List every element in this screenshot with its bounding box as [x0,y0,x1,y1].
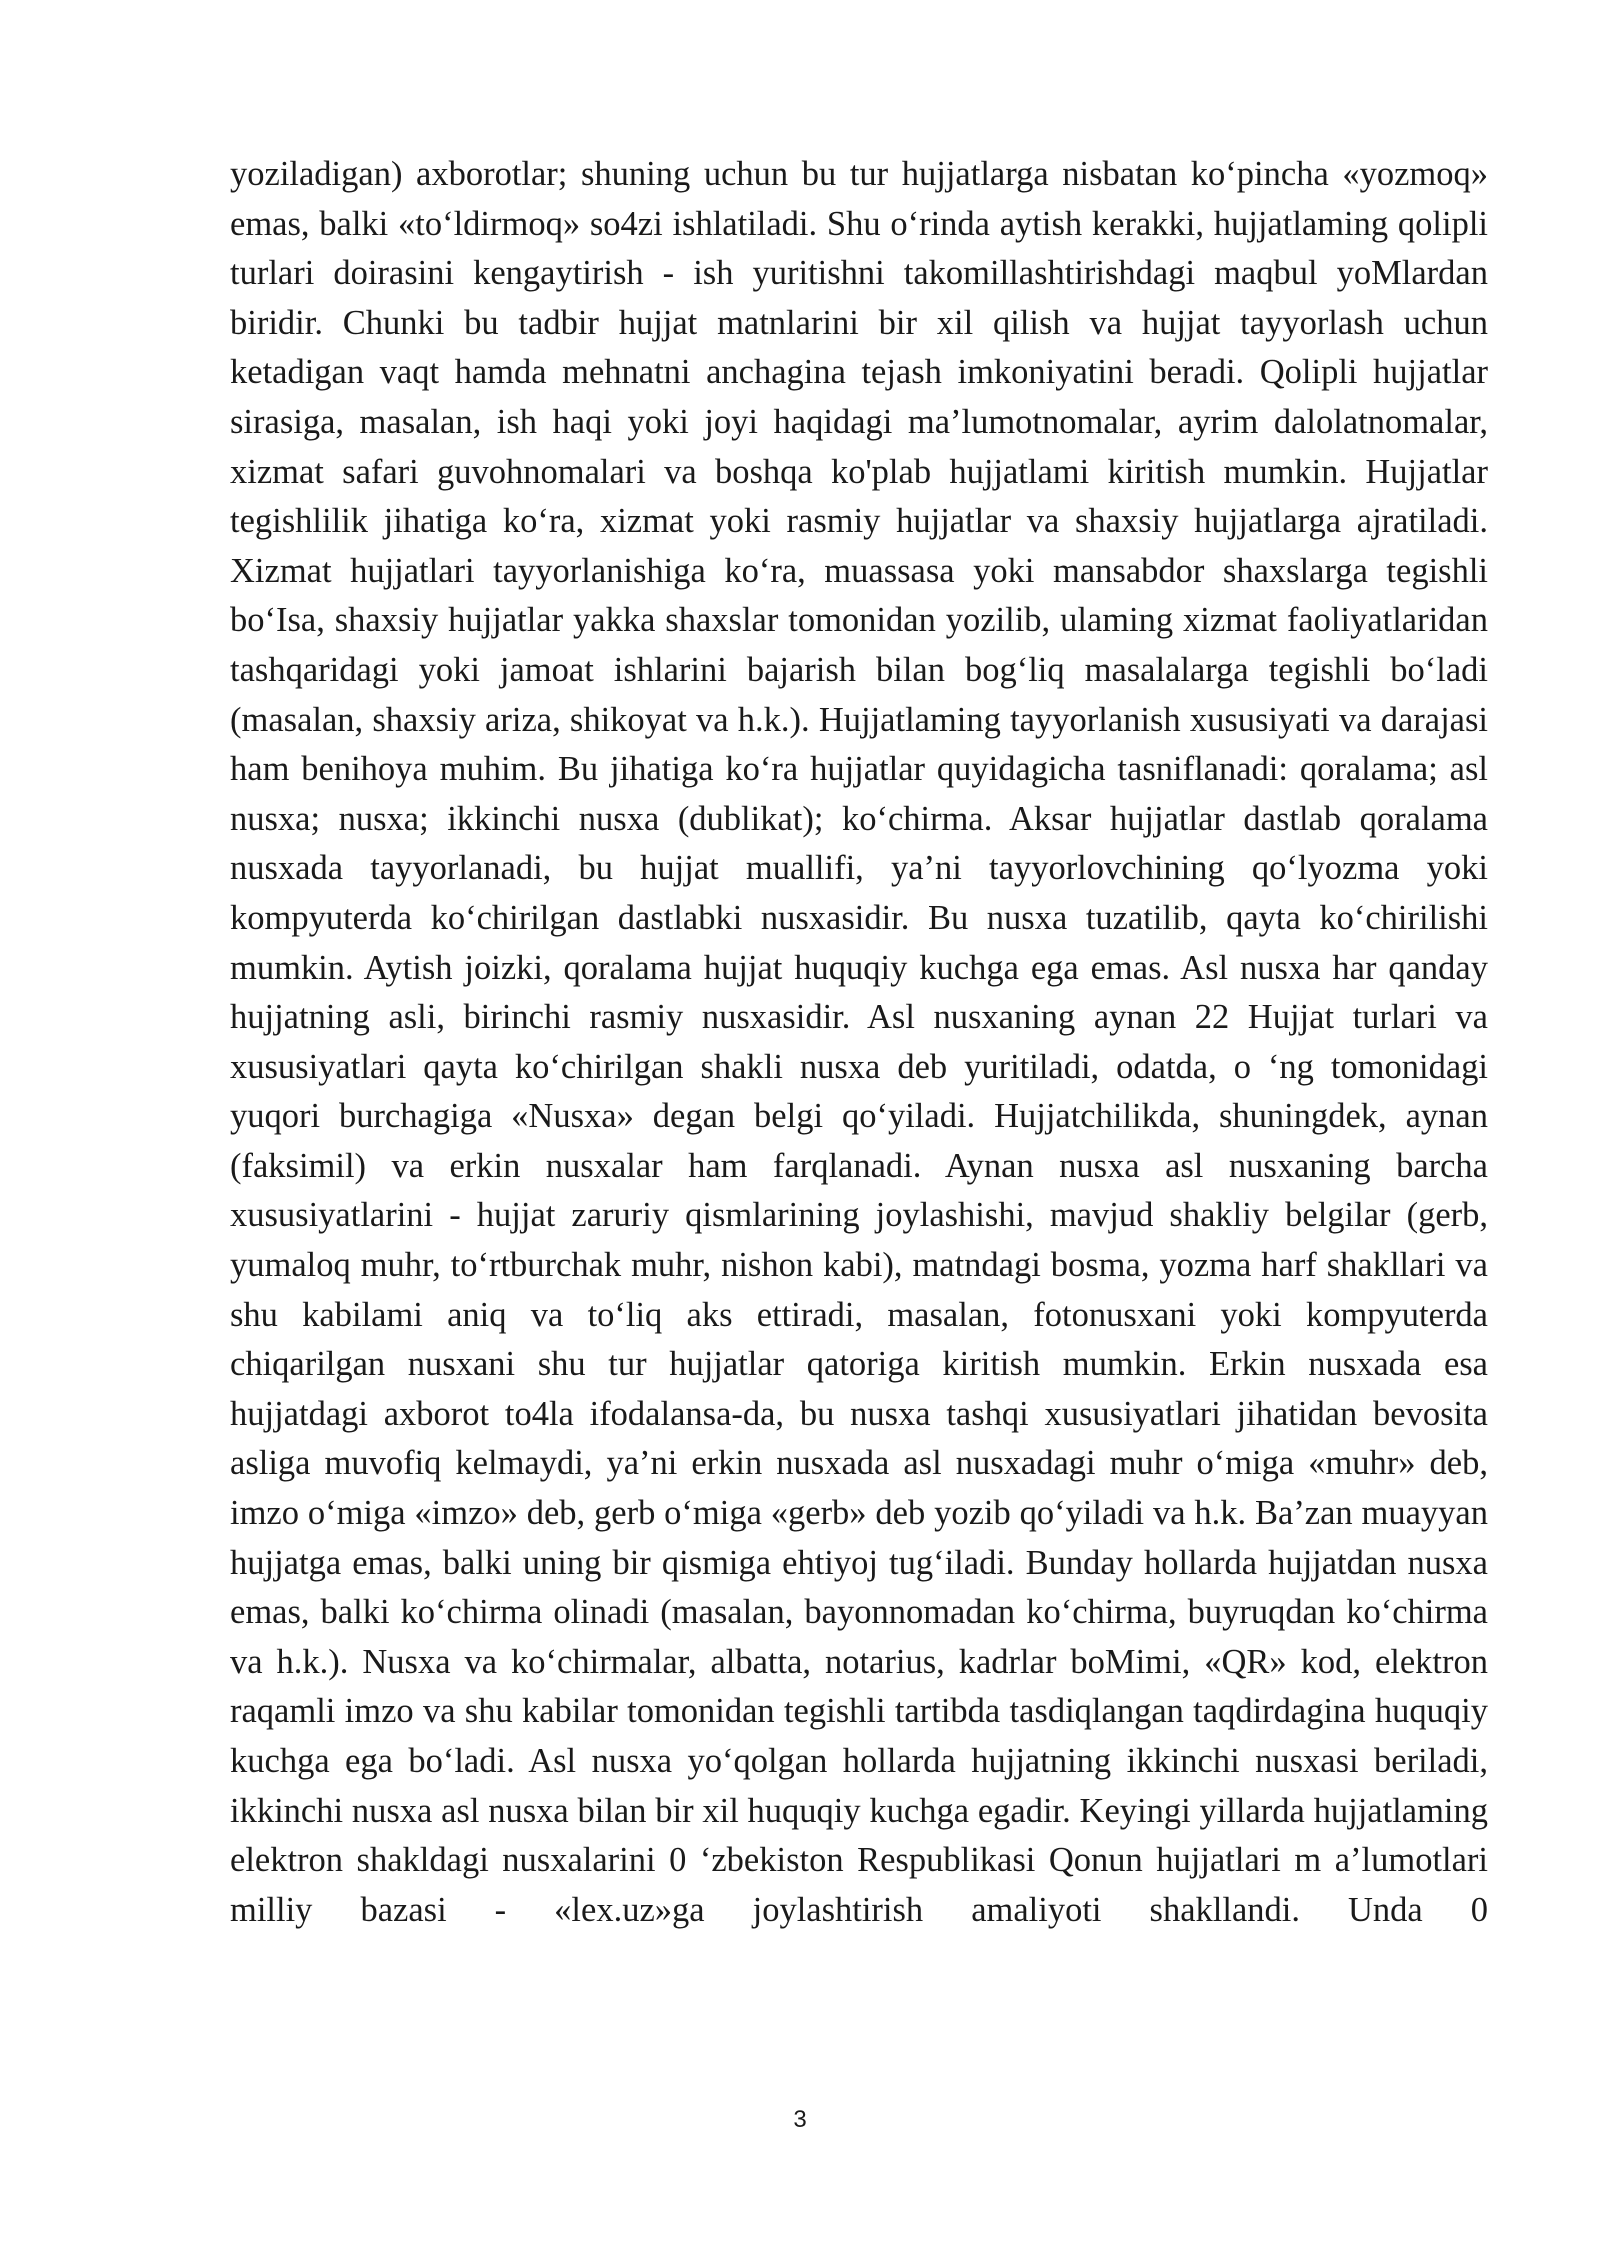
page-number: 3 [793,2106,807,2133]
body-paragraph: yoziladigan) axborotlar; shuning uchun bu tur hujjatlarga nisbatan ko‘pincha «yozmoq» emas, balki «to‘ldirmoq» so4zi ishlatiladi. Shu o‘rinda aytish kerakki, hujjatlaming qolipli turlari doirasini kengaytirish - ish yuritishni takomillashtirishdagi maqbul yoMlardan biridir. Chunki bu tadbir hujjat matnlarini bir xil qilish va hujjat tayyorlash uchun ketadigan vaqt hamda mehnatni anchagina tejash imkoniyatini beradi. Qolipli hujjatlar sirasiga, masalan, ish haqi yoki joyi haqidagi ma’lumotnomalar, ayrim dalolatnomalar, xizmat safari guvohnomalari va boshqa ko'plab hujjatlami kiritish mumkin. Hujjatlar tegishlilik jihatiga ko‘ra, xizmat yoki rasmiy hujjatlar va shaxsiy hujjatlarga ajratiladi. Xizmat hujjatlari tayyorlanishiga ko‘ra, muassasa yoki mansabdor shaxslarga tegishli bo‘Isa, shaxsiy hujjatlar yakka shaxslar tomonidan yozilib, ulaming xizmat faoliyatlaridan tashqaridagi yoki jamoat ishlarini bajarish bilan bog‘liq masalalarga tegishli bo‘ladi (masalan, shaxsiy ariza, shikoyat va h.k.). Hujjatlaming tayyorlanish xususiyati va darajasi ham benihoya muhim. Bu jihatiga ko‘ra hujjatlar quyidagicha tasniflanadi: qoralama; asl nusxa; nusxa; ikkinchi nusxa (dublikat); ko‘chirma. Aksar hujjatlar dastlab qoralama nusxada tayyorlanadi, bu hujjat muallifi, ya’ni tayyorlovchining qo‘lyozma yoki kompyuterda ko‘chirilgan dastlabki nusxasidir. Bu nusxa tuzatilib, qayta ko‘chirilishi mumkin. Aytish joizki, qoralama hujjat huquqiy kuchga ega emas. Asl nusxa har qanday hujjatning asli, birinchi rasmiy nusxasidir. Asl nusxaning aynan 22 Hujjat turlari va xususiyatlari qayta ko‘chirilgan shakli nusxa deb yuritiladi, odatda, o ‘ng tomonidagi yuqori burchagiga «Nusxa» degan belgi qo‘yiladi. Hujjatchilikda, shuningdek, aynan (faksimil) va erkin nusxalar ham farqlanadi. Aynan nusxa asl nusxaning barcha xususiyatlarini - hujjat zaruriy qismlarining joylashishi, mavjud shakliy belgilar (gerb, yumaloq muhr, to‘rtburchak muhr, nishon kabi), matndagi bosma, yozma harf shakllari va shu kabilami aniq va to‘liq aks ettiradi, masalan, fotonusxani yoki kompyuterda chiqarilgan nusxani shu tur hujjatlar qatoriga kiritish mumkin. Erkin nusxada esa hujjatdagi axborot to4la ifodalansa-da, bu nusxa tashqi xususiyatlari jihatidan bevosita asliga muvofiq kelmaydi, ya’ni erkin nusxada asl nusxadagi muhr o‘miga «muhr» deb, imzo o‘miga «imzo» deb, gerb o‘miga «gerb» deb yozib qo‘yiladi va h.k. Ba’zan muayyan hujjatga emas, balki uning bir qismiga ehtiyoj tug‘iladi. Bunday hollarda hujjatdan nusxa emas, balki ko‘chirma olinadi (masalan, bayonnomadan ko‘chirma, buyruqdan ko‘chirma va h.k.). Nusxa va ko‘chirmalar, albatta, notarius, kadrlar boMimi, «QR» kod, elektron raqamli imzo va shu kabilar tomonidan tegishli tartibda tasdiqlangan taqdirdagina huquqiy kuchga ega bo‘ladi. Asl nusxa yo‘qolgan hollarda hujjatning ikkinchi nusxasi beriladi, ikkinchi nusxa asl nusxa bilan bir xil huquqiy kuchga egadir. Keyingi yillarda hujjatlaming elektron shakldagi nusxalarini 0 ‘zbekiston Respublikasi Qonun hujjatlari m a’lumotlari milliy bazasi - «lex.uz»ga joylashtirish amaliyoti shakllandi. Unda 0 [230,155,1488,1929]
